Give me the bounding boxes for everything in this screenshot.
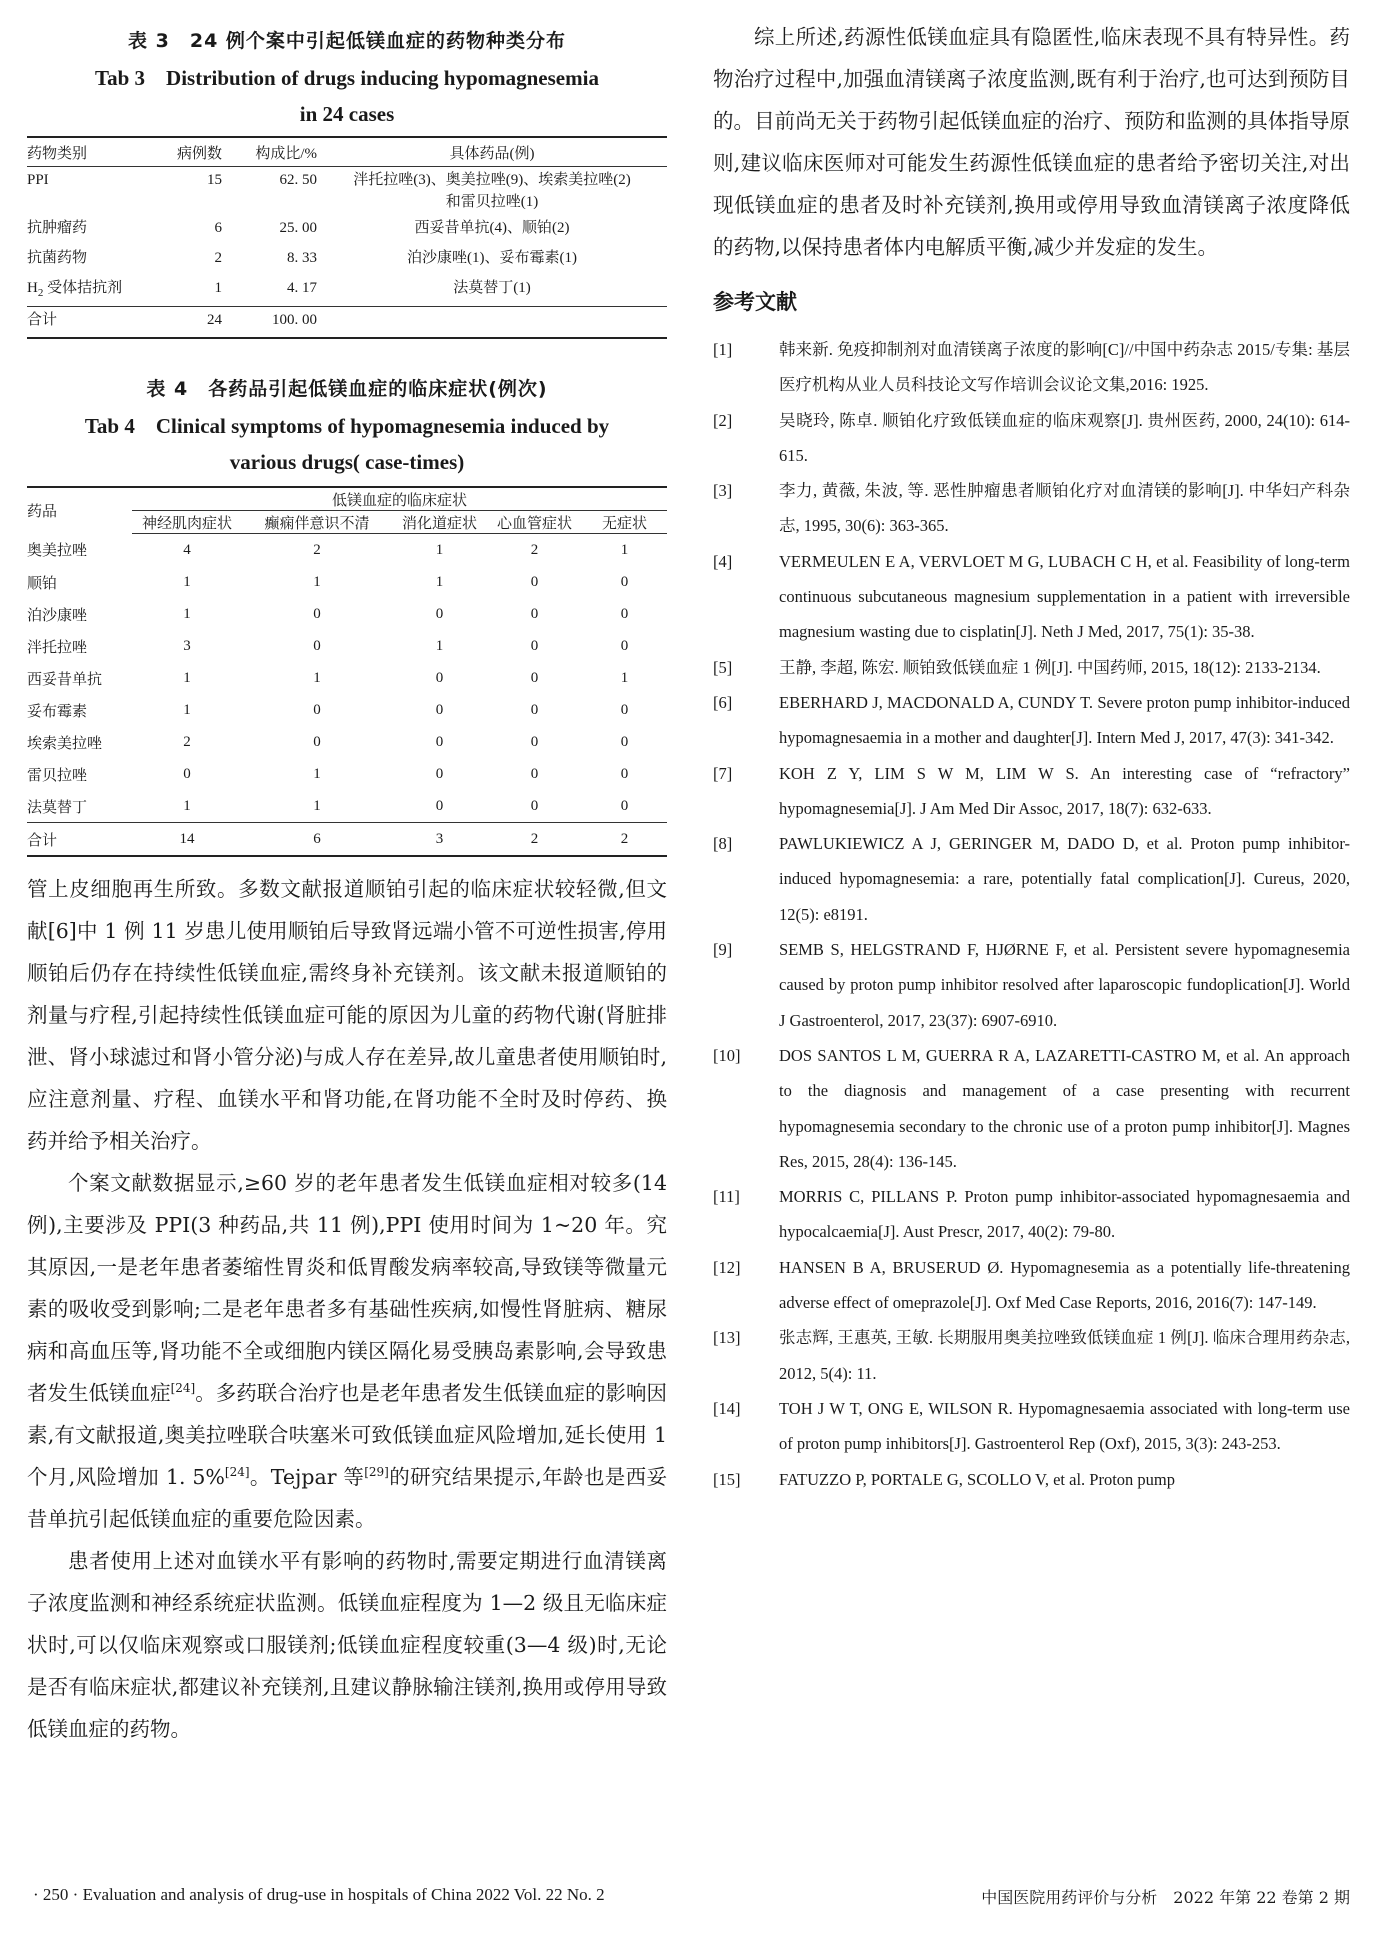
count-cell: 0 [620, 573, 629, 590]
cases-cell: 6 [214, 220, 222, 236]
count-cell: 1 [435, 637, 444, 654]
reference-number: [9] [713, 940, 733, 960]
drug-name-cell: 法莫替丁 [27, 799, 88, 816]
reference-number: [2] [713, 410, 733, 430]
reference-text: 李力, 黄薇, 朱波, 等. 恶性肿瘤患者顺铂化疗对血清镁的影响[J]. 中华妇产科杂志, 1995, 30(6): 363-365. [779, 481, 1350, 536]
table4-caption-en-2: various drugs( case-times) [229, 450, 465, 474]
left-body-text [27, 868, 667, 1750]
text-span: 的研究结果提示,年龄也是西妥昔单抗引起低镁血症的重要危险因素。 [27, 1465, 667, 1531]
count-cell: 0 [435, 733, 444, 750]
count-cell: 0 [620, 701, 629, 718]
count-cell: 0 [435, 669, 444, 686]
reference-number: [3] [713, 481, 733, 501]
category-cell [27, 275, 177, 307]
category-subscript: 2 [37, 287, 44, 299]
right-body-text [713, 16, 1350, 268]
reference-item [713, 1320, 1350, 1391]
count-cell: 0 [530, 573, 539, 590]
reference-item [713, 1038, 1350, 1179]
table4-caption-en-1: Tab 4 Clinical symptoms of hypomagnesemia induced by [84, 414, 610, 438]
reference-item [713, 1462, 1350, 1497]
empty-cell [317, 307, 667, 339]
count-cell: 0 [530, 797, 539, 814]
ratio-cell: 25. 00 [279, 220, 317, 236]
references-title: 参考文献 [713, 290, 797, 314]
drugs-line: 泮托拉唑(3)、奥美拉唑(9)、埃索美拉唑(2) [353, 172, 631, 188]
category-cell: 抗菌药物 [27, 250, 88, 266]
table-row [27, 630, 667, 662]
count-cell: 6 [242, 823, 392, 857]
citation: [24] [224, 1465, 250, 1480]
count-cell: 1 [183, 573, 191, 590]
count-cell: 4 [183, 541, 191, 558]
count-cell: 0 [620, 797, 629, 814]
drug-name-cell: 西妥昔单抗 [27, 671, 103, 688]
paragraph: 患者使用上述对血镁水平有影响的药物时,需要定期进行血清镁离子浓度监测和神经系统症状监测。低镁血症程度为 1—2 级且无临床症状时,可以仅临床观察或口服镁剂;低镁血症程度较重(3—4 级)时,无论是否有临床症状,都建议补充镁剂,且建议静脉输注镁剂,换用或停用导致低镁血症的药物。 [27, 1549, 667, 1741]
reference-number: [8] [713, 834, 733, 854]
count-cell: 0 [530, 605, 539, 622]
reference-text: MORRIS C, PILLANS P. Proton pump inhibitor-associated hypomagnesaemia and hypocalcaemia[J]. Aust Prescr, 2017, 40(2): 79-80. [779, 1187, 1350, 1242]
count-cell: 1 [183, 797, 191, 814]
text-span: 个案文献数据显示,≥60 岁的老年患者发生低镁血症相对较多(14 例),主要涉及 PPI(3 种药品,共 11 例),PPI 使用时间为 1~20 年。究其原因,一是老年患者萎缩性胃炎和低胃酸发病率较高,导致镁等微量元素的吸收受到影响;二是老年患者多有基础性疾病,如慢性肾脏病、糖尿病和高血压等,肾功能不全或细胞内镁区隔化易受胰岛素影响,会导致患者发生低镁血症 [27, 1171, 667, 1405]
paragraph [27, 1162, 667, 1540]
drugs-cell: 泊沙康唑(1)、妥布霉素(1) [407, 250, 577, 266]
table-row [27, 534, 667, 567]
reference-item [713, 932, 1350, 1038]
citation: [24] [170, 1381, 196, 1396]
total-cases: 24 [177, 307, 222, 339]
reference-item [713, 332, 1350, 403]
count-cell: 0 [530, 669, 539, 686]
reference-text: VERMEULEN E A, VERVLOET M G, LUBACH C H, et al. Feasibility of long-term continuous subcutaneous magnesium supplementation in a patient with irreversible magnesium wasting due to cisplatin[J]. Neth J Med, 2017, 75(1): 35-38. [779, 551, 1350, 642]
count-cell: 0 [620, 733, 629, 750]
count-cell: 1 [313, 669, 321, 686]
reference-item [713, 1179, 1350, 1250]
count-cell: 2 [582, 823, 667, 857]
count-cell: 2 [183, 733, 191, 750]
reference-number: [1] [713, 340, 733, 359]
table4-row-header: 药品 [27, 504, 58, 521]
table3-header: 构成比/% [222, 137, 317, 167]
count-cell: 0 [530, 701, 539, 718]
table-row [27, 662, 667, 694]
reference-text: KOH Z Y, LIM S W M, LIM W S. An interesting case of “refractory” hypomagnesemia[J]. J Am Med Dir Assoc, 2017, 18(7): 632-633. [779, 763, 1350, 818]
count-cell: 3 [183, 637, 191, 654]
reference-number: [5] [713, 657, 733, 677]
count-cell: 0 [435, 797, 444, 814]
table-row [27, 758, 667, 790]
text-span: 。Tejpar 等 [249, 1465, 365, 1489]
table-row [27, 694, 667, 726]
total-label: 合计 [27, 307, 177, 339]
table3-header-row [27, 137, 667, 167]
count-cell: 0 [435, 701, 444, 718]
reference-text: DOS SANTOS L M, GUERRA R A, LAZARETTI-CASTRO M, et al. An approach to the diagnosis and management of a case presenting with recurrent hypomagnesemia secondary to the chronic use of a proton pump inhibitor[J]. Magnes Res, 2015, 28(4): 136-145. [779, 1045, 1350, 1171]
citation: [29] [364, 1465, 389, 1480]
table-row [27, 167, 667, 216]
count-cell: 2 [487, 823, 582, 857]
count-cell: 0 [183, 765, 191, 782]
cases-cell: 2 [214, 250, 222, 266]
table4-group-header: 低镁血症的临床症状 [132, 487, 667, 511]
reference-item [713, 473, 1350, 544]
drug-name-cell: 顺铂 [27, 575, 58, 592]
footer-left: · 250 · Evaluation and analysis of drug-use in hospitals of China 2022 Vol. 22 No. 2 [33, 1885, 605, 1904]
table4 [27, 486, 667, 857]
count-cell: 0 [530, 637, 539, 654]
references-list [713, 332, 1350, 1497]
reference-text: EBERHARD J, MACDONALD A, CUNDY T. Severe proton pump inhibitor-induced hypomagnesaemia in a mother and daughter[J]. Intern Med J, 2017, 47(3): 341-342. [779, 692, 1350, 748]
count-cell: 0 [530, 733, 539, 750]
count-cell: 3 [392, 823, 487, 857]
table3-header: 药物类别 [27, 137, 177, 167]
table3 [27, 136, 667, 339]
table4-caption-cn: 表 4 各药品引起低镁血症的临床症状(例次) [146, 378, 548, 400]
reference-number: [14] [713, 1398, 741, 1418]
reference-number: [15] [713, 1469, 741, 1489]
ratio-cell: 8. 33 [287, 250, 317, 266]
paragraph: 综上所述,药源性低镁血症具有隐匿性,临床表现不具有特异性。药物治疗过程中,加强血清镁离子浓度监测,既有利于治疗,也可达到预防目的。目前尚无关于药物引起低镁血症的治疗、预防和监测的具体指导原则,建议临床医师对可能发生药源性低镁血症的患者给予密切关注,对出现低镁血症的患者及时补充镁剂,换用或停用导致血清镁离子浓度降低的药物,以保持患者体内电解质平衡,减少并发症的发生。 [713, 25, 1350, 259]
reference-text: TOH J W T, ONG E, WILSON R. Hypomagnesaemia associated with long-term use of proton pump inhibitors[J]. Gastroenterol Rep (Oxf), 2015, 3(3): 243-253. [779, 1398, 1350, 1454]
table-row [27, 275, 667, 307]
total-ratio: 100. 00 [222, 307, 317, 339]
table-row [27, 245, 667, 275]
reference-number: [12] [713, 1257, 741, 1277]
count-cell: 1 [435, 541, 444, 558]
category-cell: PPI [27, 172, 49, 188]
table-row [27, 790, 667, 823]
count-cell: 0 [620, 637, 629, 654]
table-row [27, 598, 667, 630]
count-cell: 1 [620, 669, 629, 686]
reference-item [713, 650, 1350, 685]
reference-item [713, 826, 1350, 932]
drugs-cell [317, 167, 667, 216]
count-cell: 0 [435, 605, 444, 622]
count-cell: 2 [313, 541, 321, 558]
table-row [27, 726, 667, 758]
table3-caption-en-2: in 24 cases [299, 102, 395, 126]
table4-column-header: 神经肌肉症状 [132, 511, 242, 534]
table4-body [27, 534, 667, 857]
category-cell: 抗肿瘤药 [27, 220, 88, 236]
count-cell: 0 [530, 765, 539, 782]
reference-text: 吴晓玲, 陈卓. 顺铂化疗致低镁血症的临床观察[J]. 贵州医药, 2000, 24(10): 614-615. [779, 410, 1350, 465]
count-cell: 1 [313, 765, 321, 782]
reference-text: 王静, 李超, 陈宏. 顺铂致低镁血症 1 例[J]. 中国药师, 2015, 18(12): 2133-2134. [779, 657, 1321, 677]
table4-column-header: 无症状 [582, 511, 667, 534]
count-cell: 1 [435, 573, 444, 590]
drug-name-cell: 泊沙康唑 [27, 607, 88, 624]
reference-number: [7] [713, 763, 733, 783]
reference-text: FATUZZO P, PORTALE G, SCOLLO V, et al. Proton pump [779, 1469, 1175, 1489]
reference-item [713, 1391, 1350, 1462]
table3-header: 具体药品(例) [317, 137, 667, 167]
reference-text: PAWLUKIEWICZ A J, GERINGER M, DADO D, et al. Proton pump inhibitor-induced hypomagnesemia: a rare, potentially fatal complication[J]. Cureus, 2020, 12(5): e8191. [779, 834, 1350, 924]
count-cell: 0 [313, 605, 321, 622]
table3-total-row [27, 307, 667, 339]
reference-text: HANSEN B A, BRUSERUD Ø. Hypomagnesemia as a potentially life-threatening adverse effect of omeprazole[J]. Oxf Med Case Reports, 2016, 2016(7): 147-149. [779, 1257, 1350, 1313]
count-cell: 0 [435, 765, 444, 782]
count-cell: 0 [620, 765, 629, 782]
reference-item [713, 544, 1350, 650]
table4-total-row [27, 823, 667, 857]
count-cell: 1 [183, 701, 191, 718]
table3-header: 病例数 [177, 137, 222, 167]
drug-name-cell: 埃索美拉唑 [27, 735, 103, 752]
reference-item [713, 403, 1350, 474]
count-cell: 0 [620, 605, 629, 622]
count-cell: 1 [313, 797, 321, 814]
count-cell: 0 [313, 733, 321, 750]
count-cell: 14 [132, 823, 242, 857]
count-cell: 0 [313, 637, 321, 654]
ratio-cell: 4. 17 [287, 280, 317, 296]
table3-caption [27, 22, 667, 132]
drugs-line: 和雷贝拉唑(1) [445, 194, 539, 210]
table4-column-header: 心血管症状 [487, 511, 582, 534]
cases-cell: 15 [207, 172, 222, 188]
reference-number: [10] [713, 1045, 741, 1065]
table-row [27, 215, 667, 245]
cases-cell: 1 [214, 280, 222, 296]
count-cell: 1 [313, 573, 321, 590]
reference-number: [6] [713, 692, 733, 712]
total-label: 合计 [27, 823, 132, 857]
count-cell: 2 [530, 541, 539, 558]
reference-item [713, 1250, 1350, 1321]
footer-right: 中国医院用药评价与分析 2022 年第 22 卷第 2 期 [981, 1888, 1350, 1907]
drugs-cell: 西妥昔单抗(4)、顺铂(2) [414, 220, 570, 236]
table4-group-row [27, 487, 667, 511]
drug-name-cell: 奥美拉唑 [27, 543, 88, 560]
table-row [27, 566, 667, 598]
category-main: H [27, 280, 38, 296]
drug-name-cell: 妥布霉素 [27, 703, 88, 720]
table4-column-header: 消化道症状 [392, 511, 487, 534]
reference-text: SEMB S, HELGSTRAND F, HJØRNE F, et al. Persistent severe hypomagnesemia caused by proton pump inhibitor resolved after laparoscopic fundoplication[J]. World J Gastroenterol, 2017, 23(37): 6907-6910. [779, 940, 1350, 1030]
reference-number: [4] [713, 551, 733, 571]
ratio-cell: 62. 50 [279, 172, 317, 188]
paragraph: 管上皮细胞再生所致。多数文献报道顺铂引起的临床症状较轻微,但文献[6]中 1 例 11 岁患儿使用顺铂后导致肾远端小管不可逆性损害,停用顺铂后仍存在持续性低镁血症,需终身补充镁剂。该文献未报道顺铂的剂量与疗程,引起持续性低镁血症可能的原因为儿童的药物代谢(肾脏排泄、肾小球滤过和肾小管分泌)与成人存在差异,故儿童患者使用顺铂时,应注意剂量、疗程、血镁水平和肾功能,在肾功能不全时及时停药、换药并给予相关治疗。 [27, 877, 667, 1153]
category-rest: 受体拮抗剂 [43, 280, 123, 296]
drugs-cell: 法莫替丁(1) [453, 280, 531, 296]
count-cell: 1 [620, 541, 629, 558]
table3-caption-cn: 表 3 24 例个案中引起低镁血症的药物种类分布 [128, 30, 566, 52]
text-span: 。多药联合治疗也是老年患者发生低镁血症的影响因素,有文献报道,奥美拉唑联合呋塞米可致低镁血症风险增加,延长使用 1 个月,风险增加 1. 5% [27, 1381, 668, 1489]
reference-number: [11] [713, 1187, 740, 1207]
reference-text: 张志辉, 王惠英, 王敏. 长期服用奥美拉唑致低镁血症 1 例[J]. 临床合理用药杂志, 2012, 5(4): 11. [779, 1328, 1350, 1383]
table3-caption-en-1: Tab 3 Distribution of drugs inducing hypomagnesemia [95, 66, 599, 90]
reference-text: 韩来新. 免疫抑制剂对血清镁离子浓度的影响[C]//中国中药杂志 2015/专集: 基层医疗机构从业人员科技论文写作培训会议论文集,2016: 1925. [779, 340, 1350, 395]
table4-column-header: 癫痫伴意识不清 [242, 511, 392, 534]
drug-name-cell: 泮托拉唑 [27, 639, 88, 656]
reference-number: [13] [713, 1328, 741, 1348]
drug-name-cell: 雷贝拉唑 [27, 767, 88, 784]
reference-item [713, 756, 1350, 827]
reference-item [713, 685, 1350, 756]
count-cell: 0 [313, 701, 321, 718]
count-cell: 1 [183, 605, 191, 622]
table4-caption [27, 370, 667, 480]
count-cell: 1 [183, 669, 191, 686]
